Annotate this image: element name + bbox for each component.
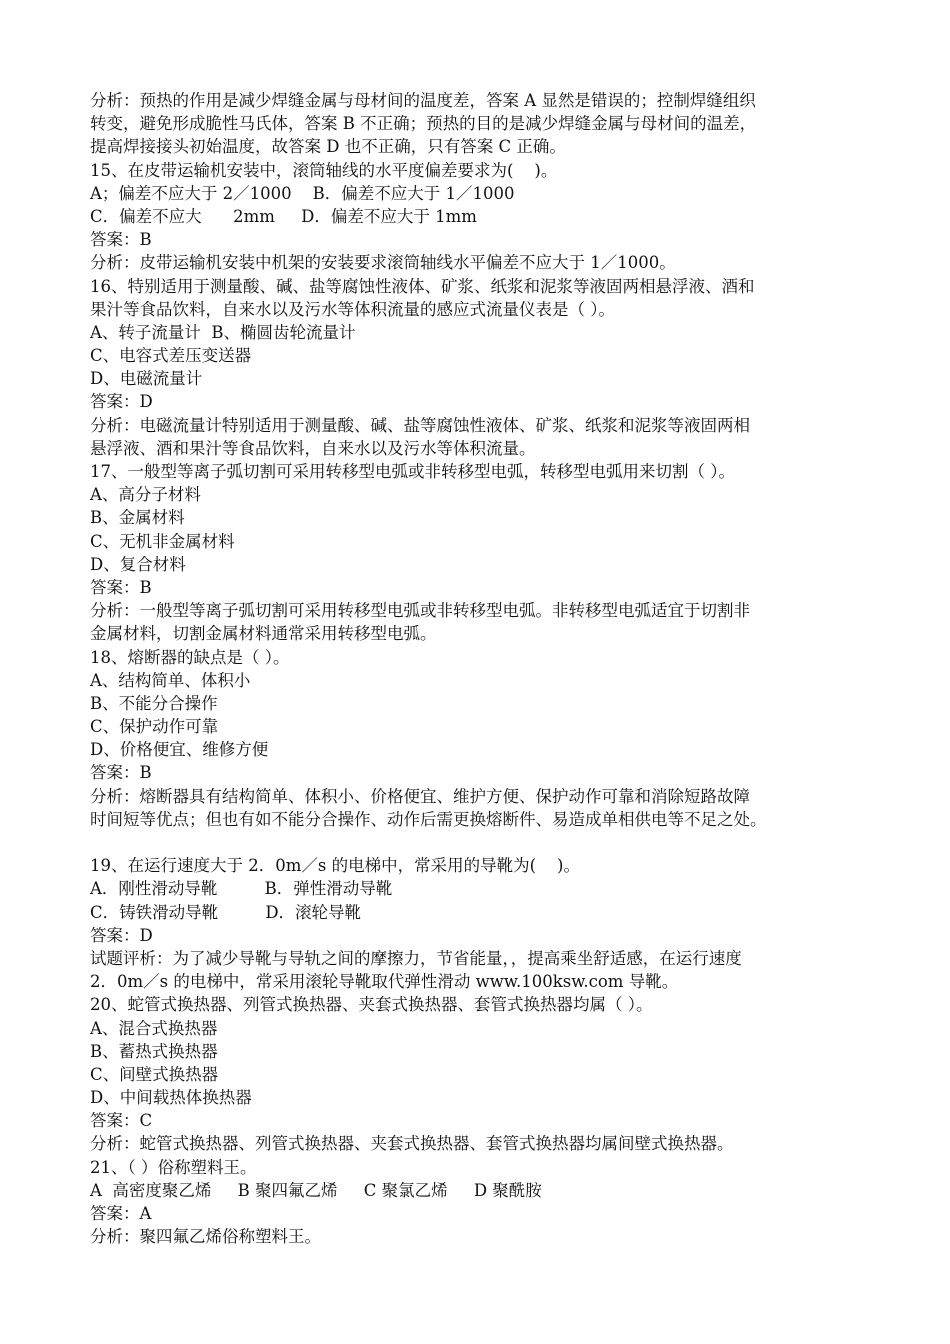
text-line: D、电磁流量计 <box>90 369 203 389</box>
text-line: B、不能分合操作 <box>90 693 218 713</box>
text-line: A、结构简单、体积小 <box>90 670 251 690</box>
text-line: 分析：蛇管式换热器、列管式换热器、夹套式换热器、套管式换热器均属间壁式换热器。 <box>90 1134 734 1154</box>
blank-line <box>90 831 890 854</box>
text-line: D、中间载热体换热器 <box>90 1088 252 1108</box>
text-line: 答案：B <box>90 577 152 597</box>
text-line: 21、（ ）俗称塑料王。 <box>90 1157 257 1177</box>
text-line: 转变，避免形成脆性马氏体，答案 B 不正确；预热的目的是减少焊缝金属与母材间的温差， <box>90 114 757 134</box>
text-line: C、电容式差压变送器 <box>90 346 252 366</box>
text-line: C．偏差不应大 2mm D．偏差不应大于 1mm <box>90 206 477 226</box>
text-line: 试题评析：为了减少导靴与导轨之间的摩擦力，节省能量，，提高乘坐舒适感，在运行速度 <box>90 948 742 968</box>
text-line: C、无机非金属材料 <box>90 531 235 551</box>
text-line: B、蓄热式换热器 <box>90 1041 218 1061</box>
text-line: D、价格便宜、维修方便 <box>90 740 269 760</box>
text-line: A、高分子材料 <box>90 485 201 505</box>
text-line: A、混合式换热器 <box>90 1018 218 1038</box>
text-line: A 高密度聚乙烯 B 聚四氟乙烯 C 聚氯乙烯 D 聚酰胺 <box>90 1180 542 1200</box>
text-line: 时间短等优点；但也有如不能分合操作、动作后需更换熔断件、易造成单相供电等不足之处。 <box>90 809 767 829</box>
text-line: C、保护动作可靠 <box>90 717 219 737</box>
text-line: 分析：预热的作用是减少焊缝金属与母材间的温度差，答案 A 显然是错误的；控制焊缝组织 <box>90 91 756 110</box>
text-line: 分析：皮带运输机安装中机架的安装要求滚筒轴线水平偏差不应大于 1／1000。 <box>90 253 676 273</box>
text-line: 2．0m／s 的电梯中，常采用滚轮导靴取代弹性滑动 www.100ksw.com 导靴。 <box>90 972 679 992</box>
text-line: 分析：熔断器具有结构简单、体积小、价格便宜、维护方便、保护动作可靠和消除短路故障 <box>90 786 750 806</box>
text-line: 答案：D <box>90 392 153 412</box>
text-line: 16、特别适用于测量酸、碱、盐等腐蚀性液体、矿浆、纸浆和泥浆等液固两相悬浮液、酒和 <box>90 276 755 296</box>
text-line: C、间壁式换热器 <box>90 1064 219 1084</box>
text-line: 分析：一般型等离子弧切割可采用转移型电弧或非转移型电弧。非转移型电弧适宜于切割非 <box>90 601 750 621</box>
text-line: 分析：聚四氟乙烯俗称塑料王。 <box>90 1227 321 1247</box>
text-line: A；偏差不应大于 2／1000 B．偏差不应大于 1／1000 <box>90 183 515 203</box>
text-line: 金属材料，切割金属材料通常采用转移型电弧。 <box>90 624 437 644</box>
text-line: D、复合材料 <box>90 554 186 574</box>
text-line: C．铸铁滑动导靴 D．滚轮导靴 <box>90 902 362 922</box>
text-line: 17、一般型等离子弧切割可采用转移型电弧或非转移型电弧，转移型电弧用来切割（ ）。 <box>90 462 735 481</box>
text-line: 分析：电磁流量计特别适用于测量酸、碱、盐等腐蚀性液体、矿浆、纸浆和泥浆等液固两相 <box>90 415 750 435</box>
text-line: 19、在运行速度大于 2．0m／s 的电梯中，常采用的导靴为( )。 <box>90 856 580 876</box>
text-line: 果汁等食品饮料，自来水以及污水等体积流量的感应式流量仪表是（ ）。 <box>90 299 615 319</box>
text-line: 18、熔断器的缺点是（ ）。 <box>90 647 290 667</box>
text-line: 答案：C <box>90 1111 153 1131</box>
text-line: 答案：B <box>90 230 152 250</box>
text-line: 20、蛇管式换热器、列管式换热器、夹套式换热器、套管式换热器均属（ ）。 <box>90 995 653 1015</box>
text-line: 悬浮液、酒和果汁等食品饮料，自来水以及污水等体积流量。 <box>90 438 536 458</box>
text-line: A、转子流量计 B、椭圆齿轮流量计 <box>90 322 356 342</box>
text-line: 提高焊接接头初始温度，故答案 D 也不正确，只有答案 C 正确。 <box>90 137 566 157</box>
text-line: 15、在皮带运输机安装中，滚筒轴线的水平度偏差要求为( )。 <box>90 160 558 180</box>
text-line: B、金属材料 <box>90 508 185 528</box>
text-line: 答案：D <box>90 925 153 945</box>
text-line: A．刚性滑动导靴 B．弹性滑动导靴 <box>90 879 393 899</box>
text-line: 答案：B <box>90 763 152 783</box>
document-page <box>90 89 890 1248</box>
text-line: 答案：A <box>90 1204 152 1223</box>
